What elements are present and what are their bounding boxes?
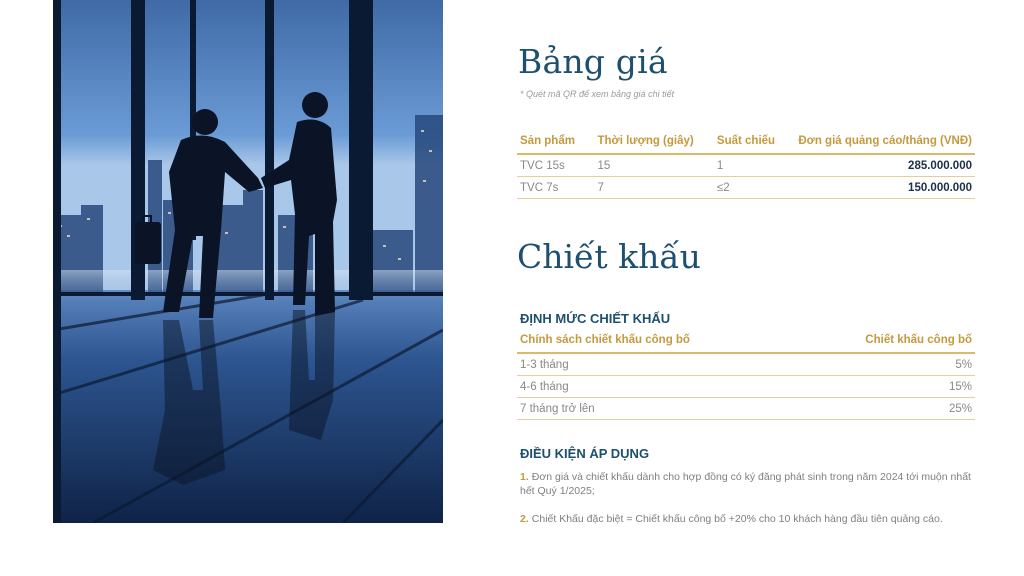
discount-title: Chiết khấu [517, 237, 701, 276]
duration-cell: 15 [595, 154, 714, 177]
condition-text: Chiết Khấu đặc biệt = Chiết khấu công bố +20% cho 10 khách hàng đầu tiên quảng cáo. [531, 513, 943, 525]
policy-cell: 7 tháng trở lên [517, 398, 796, 420]
pricing-table-header [517, 133, 975, 154]
discount-section-heading: ĐỊNH MỨC CHIẾT KHẤU [520, 311, 671, 326]
screenings-cell: ≤2 [714, 177, 795, 199]
table-row [517, 154, 975, 177]
table-row [517, 177, 975, 199]
table-row [517, 376, 975, 398]
column-header-screenings: Suất chiếu [714, 133, 795, 154]
price-cell: 150.000.000 [795, 177, 975, 199]
conditions-list [520, 470, 976, 540]
policy-cell: 4-6 tháng [517, 376, 796, 398]
product-cell: TVC 15s [517, 154, 595, 177]
rate-cell: 5% [796, 353, 975, 376]
price-cell: 285.000.000 [795, 154, 975, 177]
policy-cell: 1-3 tháng [517, 353, 796, 376]
column-header-price: Đơn giá quảng cáo/tháng (VNĐ) [795, 133, 975, 154]
table-row [517, 398, 975, 420]
table-row [517, 353, 975, 376]
condition-number: 1. [520, 471, 529, 483]
conditions-heading: ĐIỀU KIỆN ÁP DỤNG [520, 446, 650, 461]
duration-cell: 7 [595, 177, 714, 199]
column-header-product: Sản phẩm [517, 133, 595, 154]
qr-note: * Quét mã QR để xem bảng giá chi tiết [520, 89, 675, 99]
pricing-title: Bảng giá [518, 42, 668, 81]
product-cell: TVC 7s [517, 177, 595, 199]
column-header-rate: Chiết khấu công bố [796, 332, 975, 353]
pricing-table [517, 133, 975, 199]
column-header-policy: Chính sách chiết khấu công bố [517, 332, 796, 353]
condition-text: Đơn giá và chiết khấu dành cho hợp đồng có ký đăng phát sinh trong năm 2024 tới muộn nhất hết Quý 1/2025; [520, 471, 971, 497]
business-handshake-photo [53, 0, 443, 523]
discount-table-header [517, 332, 975, 353]
rate-cell: 15% [796, 376, 975, 398]
rate-cell: 25% [796, 398, 975, 420]
list-item [520, 470, 976, 498]
list-item [520, 512, 976, 526]
condition-number: 2. [520, 513, 529, 525]
column-header-duration: Thời lượng (giây) [595, 133, 714, 154]
screenings-cell: 1 [714, 154, 795, 177]
discount-table [517, 332, 975, 420]
